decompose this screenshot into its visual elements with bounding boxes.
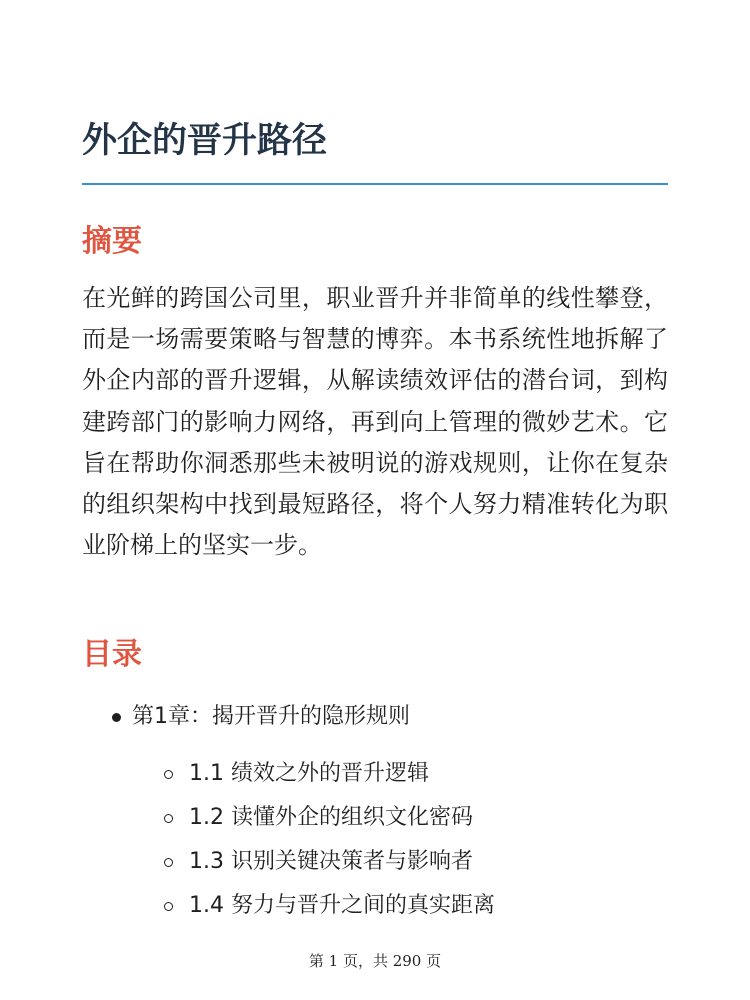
document-title: 外企的晋升路径 xyxy=(82,121,328,161)
abstract-heading: 摘要 xyxy=(82,224,142,259)
bullet-circle-icon xyxy=(164,770,173,779)
bullet-circle-icon xyxy=(164,814,173,823)
page-number-footer: 第 1 页，共 290 页 xyxy=(308,952,442,970)
bullet-circle-icon xyxy=(164,858,173,867)
toc-section-1-1: 1.1 绩效之外的晋升逻辑 xyxy=(189,761,429,786)
title-divider xyxy=(82,183,668,185)
bullet-circle-icon xyxy=(164,902,173,911)
toc-heading: 目录 xyxy=(82,637,142,672)
document-page xyxy=(82,0,668,1000)
toc-section-1-3: 1.3 识别关键决策者与影响者 xyxy=(189,849,473,874)
bullet-disc-icon xyxy=(112,713,121,722)
toc-section-1-2: 1.2 读懂外企的组织文化密码 xyxy=(189,805,473,830)
abstract-paragraph: 在光鲜的跨国公司里，职业晋升并非简单的线性攀登，而是一场需要策略与智慧的博弈。本书系统性地拆解了外企内部的晋升逻辑，从解读绩效评估的潜台词，到构建跨部门的影响力网络，再到向上管理的微妙艺术。它旨在帮助你洞悉那些未被明说的游戏规则，让你在复杂的组织架构中找到最短路径，将个人努力精准转化为职业阶梯上的坚实一步。 xyxy=(82,284,668,560)
toc-section-1-4: 1.4 努力与晋升之间的真实距离 xyxy=(189,893,495,918)
toc-chapter-1: 第1章：揭开晋升的隐形规则 xyxy=(132,704,410,729)
